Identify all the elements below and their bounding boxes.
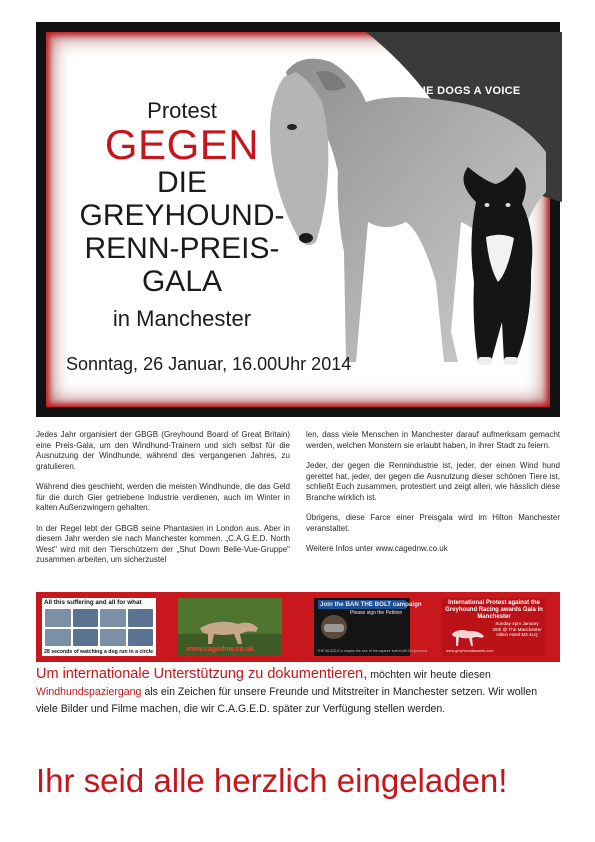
headline-city: in Manchester [112, 306, 252, 331]
thumb1-photo-grid [45, 609, 153, 646]
thumb1-title: All this suffering and all for what [44, 599, 142, 606]
thumb3-title: Join the BAN THE BOLT campaign [320, 601, 422, 608]
call-text [36, 666, 560, 718]
right-column [306, 430, 560, 578]
tagline-text: GIVE THE DOGS A VOICE [380, 85, 521, 97]
event-date: Sonntag, 26 Januar, 16.00Uhr 2014 [66, 354, 352, 374]
paragraph: Übrigens, diese Farce einer Preisgala wird im Hilton Manchester veranstaltet. [306, 513, 560, 533]
paragraph: Jedes Jahr organisiert der GBGB (Greyhound Board of Great Britain) eine Preis-Gala, um den Windhund-Trainern und sich selbst für die Ausnutzung der Windhunde, während des vergangenen Jahres, zu gratulieren. [36, 430, 290, 471]
paragraph: len, dass viele Menschen in Manchester darauf aufmerksam gemacht werden, welchen Monstern sie erlaubt haben, in ihrer Stadt zu feiern. [306, 430, 560, 450]
thumb-dog-grass [178, 598, 282, 656]
photo-tile [45, 609, 71, 627]
paragraph: Jeder, der gegen die Rennindustrie ist, jeder, der einen Wind hund gerettet hat, jeder, der gegen die Ausnutzung dieser schönen Tiere ist, schließt Euch zusammen, protestiert und zeigt allen, wie hässlich diese Branche wirklich ist. [306, 461, 560, 502]
headline-line2: RENN-PREIS- [84, 232, 280, 265]
photo-tile [100, 609, 126, 627]
thumb-international-protest [442, 598, 546, 656]
thumb1-footer: 28 seconds of watching a dog run in a circle [44, 649, 153, 655]
call-part2: als ein Zeichen für unsere Freunde und Mitstreiter in Manchester setzen. Wir wollen viele Bilder und Filme machen, die wir C.A.G.E.D. später zur Verfügung stellen werden. [36, 686, 538, 715]
campaign-banner [36, 592, 560, 662]
photo-tile [128, 609, 154, 627]
paragraph: Während dies geschieht, werden die meisten Windhunde, die das Geld für die durch Gier getriebene Industrie verdienen, auch im Winter in kalten Außenzwingern gehalten. [36, 482, 290, 512]
thumb-suffering [42, 598, 156, 656]
thumb4-title: International Protest against the Greyhound Racing awards Gala in Manchester [445, 600, 543, 620]
photo-tile [45, 629, 71, 647]
photo-tile [73, 629, 99, 647]
call-part1: möchten wir heute diesen [367, 669, 491, 681]
headline-gegen: GEGEN [104, 121, 260, 168]
call-lead: Um internationale Unterstützung zu dokumentieren, [36, 666, 368, 682]
call-highlight: Windhundspaziergang [36, 686, 142, 698]
thumb2-url: www.cagednw.co.uk [186, 646, 254, 653]
body-text [36, 430, 560, 578]
paragraph: In der Regel lebt der GBGB seine Phantasien in London aus. Aber in diesem Jahr werden sie nach Manchester kommen. „C.A.G.E.D. North West" wird mit den Tierschützern der „Shut Down Belle-Vue-Gruppe" zusammen arbeiten, um sicherzustel [36, 523, 290, 564]
photo-tile [73, 609, 99, 627]
hero-poster [36, 22, 560, 417]
headline [71, 98, 293, 334]
muzzle-dog-icon [318, 612, 350, 642]
thumb3-footer: THE MUZZLE is maybe the use of the capture bolt to kill Greyhounds [317, 649, 428, 653]
greyhound-silhouette-icon [448, 622, 488, 648]
headline-line1: GREYHOUND- [79, 199, 285, 232]
headline-line3: GALA [141, 265, 223, 298]
left-column [36, 430, 290, 578]
thumb-ban-the-bolt [314, 598, 428, 656]
hero-poster-inner [46, 32, 550, 407]
thumb4-footer: www.greyhoundawards.com [446, 649, 494, 653]
thumb4-info: Sunday 4pm January 26th @ The Manchester Hilton Hotel M3 4LQ [492, 621, 542, 638]
headline-die: DIE [156, 166, 207, 199]
photo-tile [100, 629, 126, 647]
headline-protest: Protest [147, 98, 217, 123]
thumb3-subtitle: Please sign the Petition [350, 610, 403, 616]
website-link[interactable]: Weitere Infos unter www.cagednw.co.uk [306, 544, 448, 553]
photo-tile [128, 629, 154, 647]
invitation-headline: Ihr seid alle herzlich eingeladen! [36, 762, 508, 799]
